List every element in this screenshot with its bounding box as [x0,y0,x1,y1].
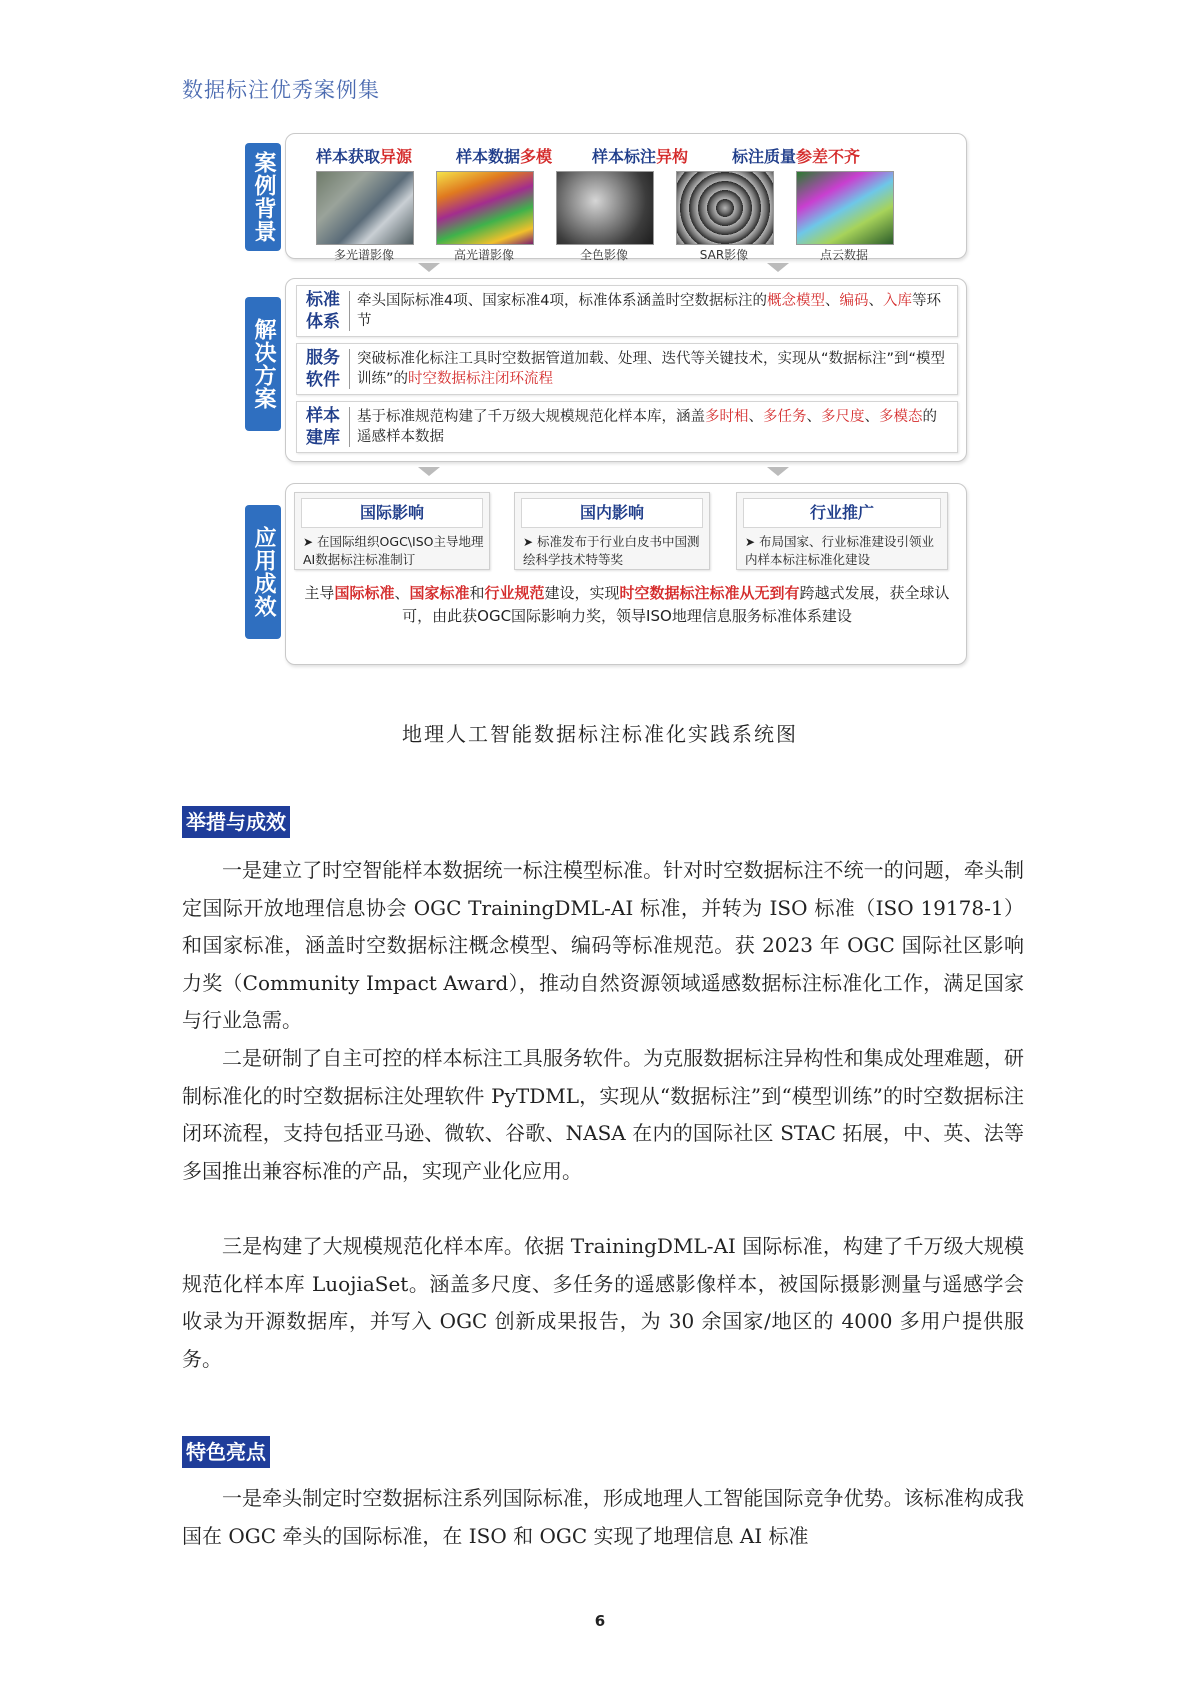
arrow-bullet-icon: ➤ [523,535,534,549]
section-heading: 举措与成效 [182,806,290,838]
application-box-text: ➤ 布局国家、行业标准建设引领业内样本标注标准化建设 [745,534,935,567]
sar-image [676,171,774,245]
solution-row-text: 牵头国际标准4项、国家标准4项，标准体系涵盖时空数据标注的概念模型、编码、入库等环节 [357,293,941,329]
background-heading: 标注质量参差不齐 [732,147,861,166]
page-number: 6 [594,1612,606,1630]
down-arrow-icon [418,467,440,476]
background-heading: 样本获取异源 [316,147,413,166]
solution-row-software [296,343,958,395]
application-box-international [294,492,490,570]
paragraph: 一是建立了时空智能样本数据统一标注模型标准。针对时空数据标注不统一的问题，牵头制定国际开放地理信息协会 OGC TrainingDML-AI 标准，并转为 ISO 标准（ISO 19178-1）和国家标准，涵盖时空数据标注概念模型、编码等标准规范。获 2023 年 OGC 国际社区影响力奖（Community Impact Award），推动自然资源领域遥感数据标注标准化工作，满足国家与行业急需。 [182,858,1024,1033]
section-label-solution: 解决方案 [245,297,281,431]
solution-panel [285,278,967,462]
solution-row-text: 基于标准规范构建了千万级大规模规范化样本库，涵盖多时相、多任务、多尺度、多模态的遥感样本数据 [357,409,937,445]
image-caption: 点云数据 [819,248,868,262]
down-arrow-icon [767,467,789,476]
solution-row-key: 标准体系 [306,290,340,332]
section-label-application: 应用成效 [245,505,281,639]
divider [349,407,350,447]
panchromatic-image [556,171,654,245]
section-heading: 特色亮点 [182,1436,270,1468]
solution-row-library [296,401,958,453]
point-cloud-image [796,171,894,245]
background-heading: 样本标注异构 [592,147,689,166]
solution-row-key: 服务软件 [306,348,340,390]
background-panel [285,133,967,262]
divider [349,349,350,389]
paragraph: 一是牵头制定时空数据标注系列国际标准，形成地理人工智能国际竞争优势。该标准构成我国在 OGC 牵头的国际标准，在 ISO 和 OGC 实现了地理信息 AI 标准 [182,1486,1024,1548]
application-box-text: ➤ 在国际组织OGC\ISO主导地理AI数据标注标准制订 [303,534,484,567]
application-box-domestic [514,492,710,570]
application-panel [285,483,967,665]
running-header: 数据标注优秀案例集 [182,78,380,102]
application-box-title: 国际影响 [301,498,483,528]
multispectral-image [316,171,414,245]
system-diagram [245,143,965,698]
application-box-industry [736,492,948,570]
paragraph: 二是研制了自主可控的样本标注工具服务软件。为克服数据标注异构性和集成处理难题，研制标准化的时空数据标注处理软件 PyTDML，实现从“数据标注”到“模型训练”的时空数据标注闭环流程，支持包括亚马逊、微软、谷歌、NASA 在内的国际社区 STAC 拓展，中、英、法等多国推出兼容标准的产品，实现产业化应用。 [182,1046,1024,1183]
image-caption: 高光谱影像 [453,248,514,262]
arrow-bullet-icon: ➤ [745,535,756,549]
image-caption: 多光谱影像 [333,248,394,262]
application-box-text: ➤ 标准发布于行业白皮书中国测绘科学技术特等奖 [523,534,700,567]
down-arrow-icon [418,263,440,272]
arrow-bullet-icon: ➤ [303,535,314,549]
paragraph: 三是构建了大规模规范化样本库。依据 TrainingDML-AI 国际标准，构建了千万级大规模规范化样本库 LuojiaSet。涵盖多尺度、多任务的遥感影像样本，被国际摄影测量与遥感学会收录为开源数据库，并写入 OGC 创新成果报告，为 30 余国家/地区的 4000 多用户提供服务。 [182,1234,1024,1371]
image-caption: 全色影像 [579,248,628,262]
solution-row-standards [296,285,958,337]
solution-row-key: 样本建库 [306,406,340,448]
application-box-title: 行业推广 [743,498,941,528]
image-caption: SAR影像 [699,248,749,262]
hyperspectral-image [436,171,534,245]
solution-row-text: 突破标准化标注工具时空数据管道加载、处理、迭代等关键技术，实现从“数据标注”到“模型训练”的时空数据标注闭环流程 [357,351,946,387]
figure-caption: 地理人工智能数据标注标准化实践系统图 [402,722,798,746]
section-label-background: 案例背景 [245,143,281,251]
background-heading: 样本数据多模 [456,147,553,166]
application-summary: 主导国际标准、国家标准和行业规范建设，实现时空数据标注标准从无到有跨越式发展，获全球认可，由此获OGC国际影响力奖，领导ISO地理信息服务标准体系建设 [304,584,950,625]
divider [349,291,350,331]
down-arrow-icon [767,263,789,272]
application-box-title: 国内影响 [521,498,703,528]
